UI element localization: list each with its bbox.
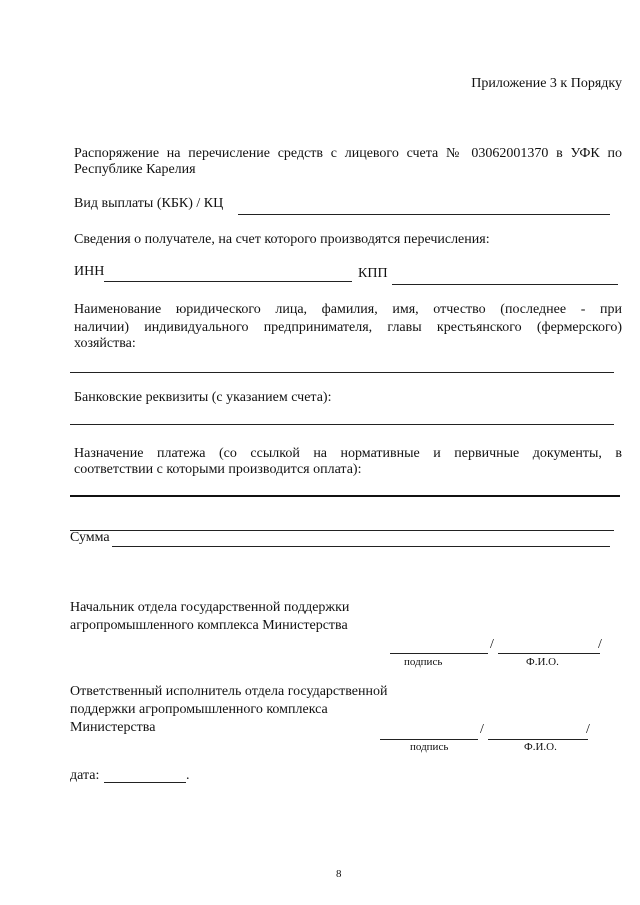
executor-signatory-line-2: поддержки агропромышленного комплекса xyxy=(70,702,328,717)
head-separator-end: / xyxy=(598,637,602,652)
amount-label: Сумма xyxy=(70,530,110,545)
order-title-line-2: Республике Карелия xyxy=(74,162,196,177)
payment-type-label: Вид выплаты (КБК) / КЦ xyxy=(74,196,224,211)
kpp-label: КПП xyxy=(358,266,388,281)
executor-signature-field[interactable] xyxy=(380,739,478,740)
purpose-line-2: соответствии с которыми производится оплата): xyxy=(74,462,362,477)
bank-details-label: Банковские реквизиты (с указанием счета): xyxy=(74,390,332,405)
executor-name-field[interactable] xyxy=(488,739,588,740)
amount-field[interactable] xyxy=(112,546,610,547)
executor-separator: / xyxy=(480,722,484,737)
date-label: дата: xyxy=(70,768,100,783)
head-signature-field[interactable] xyxy=(390,653,488,654)
head-name-field[interactable] xyxy=(498,653,600,654)
head-signature-caption: подпись xyxy=(404,656,443,668)
payment-type-field[interactable] xyxy=(238,214,610,215)
purpose-field-line-2[interactable] xyxy=(70,530,614,531)
executor-name-caption: Ф.И.О. xyxy=(524,741,557,753)
head-name-caption: Ф.И.О. xyxy=(526,656,559,668)
head-signatory-line-2: агропромышленного комплекса Министерства xyxy=(70,618,348,633)
entity-name-line-3: хозяйства: xyxy=(74,336,136,351)
purpose-line-1: Назначение платежа (со ссылкой на нормативные и первичные документы, в xyxy=(74,446,622,461)
date-end-dot: . xyxy=(186,768,190,783)
entity-name-field[interactable] xyxy=(70,372,614,373)
head-separator: / xyxy=(490,637,494,652)
executor-signatory-line-3: Министерства xyxy=(70,720,156,735)
inn-label: ИНН xyxy=(74,264,105,279)
executor-separator-end: / xyxy=(586,722,590,737)
date-field[interactable] xyxy=(104,782,186,783)
kpp-field[interactable] xyxy=(392,284,618,285)
order-title-line-1: Распоряжение на перечисление средств с лицевого счета № 03062001370 в УФК по xyxy=(74,146,622,161)
purpose-field-line-1[interactable] xyxy=(70,495,620,497)
bank-details-field[interactable] xyxy=(70,424,614,425)
page-number: 8 xyxy=(336,868,342,880)
executor-signatory-line-1: Ответственный исполнитель отдела государственной xyxy=(70,684,388,699)
head-signatory-line-1: Начальник отдела государственной поддержки xyxy=(70,600,350,615)
appendix-note: Приложение 3 к Порядку xyxy=(471,76,622,91)
recipient-info-label: Сведения о получателе, на счет которого производятся перечисления: xyxy=(74,232,490,247)
entity-name-line-1: Наименование юридического лица, фамилия, имя, отчество (последнее - при xyxy=(74,302,622,317)
inn-field[interactable] xyxy=(104,281,352,282)
executor-signature-caption: подпись xyxy=(410,741,449,753)
entity-name-line-2: наличии) индивидуального предпринимателя, главы крестьянского (фермерского) xyxy=(74,320,622,335)
